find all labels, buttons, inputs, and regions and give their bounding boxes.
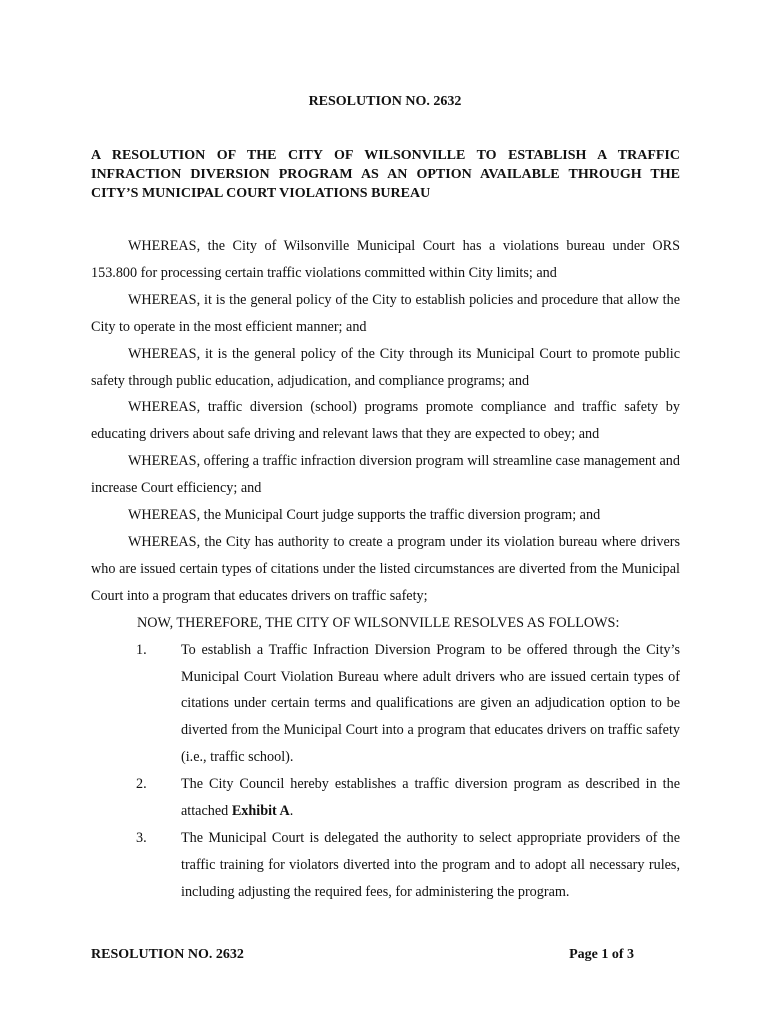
resolution-item	[91, 825, 680, 906]
item-number: 2.	[136, 776, 147, 793]
resolution-heading: A RESOLUTION OF THE CITY OF WILSONVILLE TO ESTABLISH A TRAFFIC INFRACTION DIVERSION PROGRAM AS AN OPTION AVAILABLE THROUGH THE CITY’S MUNICIPAL COURT VIOLATIONS BUREAU	[91, 148, 680, 201]
item-number: 1.	[136, 641, 147, 658]
footer-page-number: Page 1 of 3	[569, 947, 634, 962]
whereas-clause: WHEREAS, it is the general policy of the City through its Municipal Court to promote public safety through public education, adjudication, and compliance programs; and	[91, 345, 680, 389]
whereas-clause: WHEREAS, the City has authority to create a program under its violation bureau where drivers who are issued certain types of citations under the listed circumstances are diverted from the Municipal Court into a program that educates drivers on traffic safety;	[91, 533, 680, 604]
item-text: To establish a Traffic Infraction Diversion Program to be offered through the City’s Municipal Court Violation Bureau where adult drivers who are issued certain types of citations under certain terms and qualifications are given an adjudication option to be diverted from the Municipal Court into a program that educates drivers on traffic safety (i.e., traffic school).	[181, 641, 680, 766]
resolution-items	[91, 637, 680, 906]
footer-resolution-number: RESOLUTION NO. 2632	[91, 947, 244, 962]
item-number: 3.	[136, 829, 147, 846]
whereas-clause: WHEREAS, it is the general policy of the City to establish policies and procedure that allow the City to operate in the most efficient manner; and	[91, 291, 680, 335]
resolution-title: RESOLUTION NO. 2632	[308, 94, 462, 109]
item-text: The Municipal Court is delegated the authority to select appropriate providers of the traffic training for violators diverted into the program and to adopt all necessary rules, including adjusting the required fees, for administering the program.	[181, 829, 680, 900]
whereas-clause: WHEREAS, traffic diversion (school) programs promote compliance and traffic safety by educating drivers about safe driving and relevant laws that they are expected to obey; and	[91, 399, 680, 443]
page-footer	[91, 947, 634, 963]
whereas-clause: WHEREAS, offering a traffic infraction diversion program will streamline case management and increase Court efficiency; and	[91, 453, 680, 497]
resolution-item	[91, 637, 680, 772]
resolution-body	[91, 233, 680, 906]
resolution-item	[91, 771, 680, 825]
item-text: The City Council hereby establishes a traffic diversion program as described in the attached	[181, 776, 680, 820]
whereas-clause: WHEREAS, the Municipal Court judge supports the traffic diversion program; and	[128, 507, 601, 524]
exhibit-reference: Exhibit A	[231, 803, 290, 820]
resolves-statement: NOW, THEREFORE, THE CITY OF WILSONVILLE RESOLVES AS FOLLOWS:	[137, 614, 620, 631]
item-text-end: .	[289, 803, 294, 820]
whereas-clause: WHEREAS, the City of Wilsonville Municipal Court has a violations bureau under ORS 153.800 for processing certain traffic violations committed within City limits; and	[91, 238, 680, 281]
